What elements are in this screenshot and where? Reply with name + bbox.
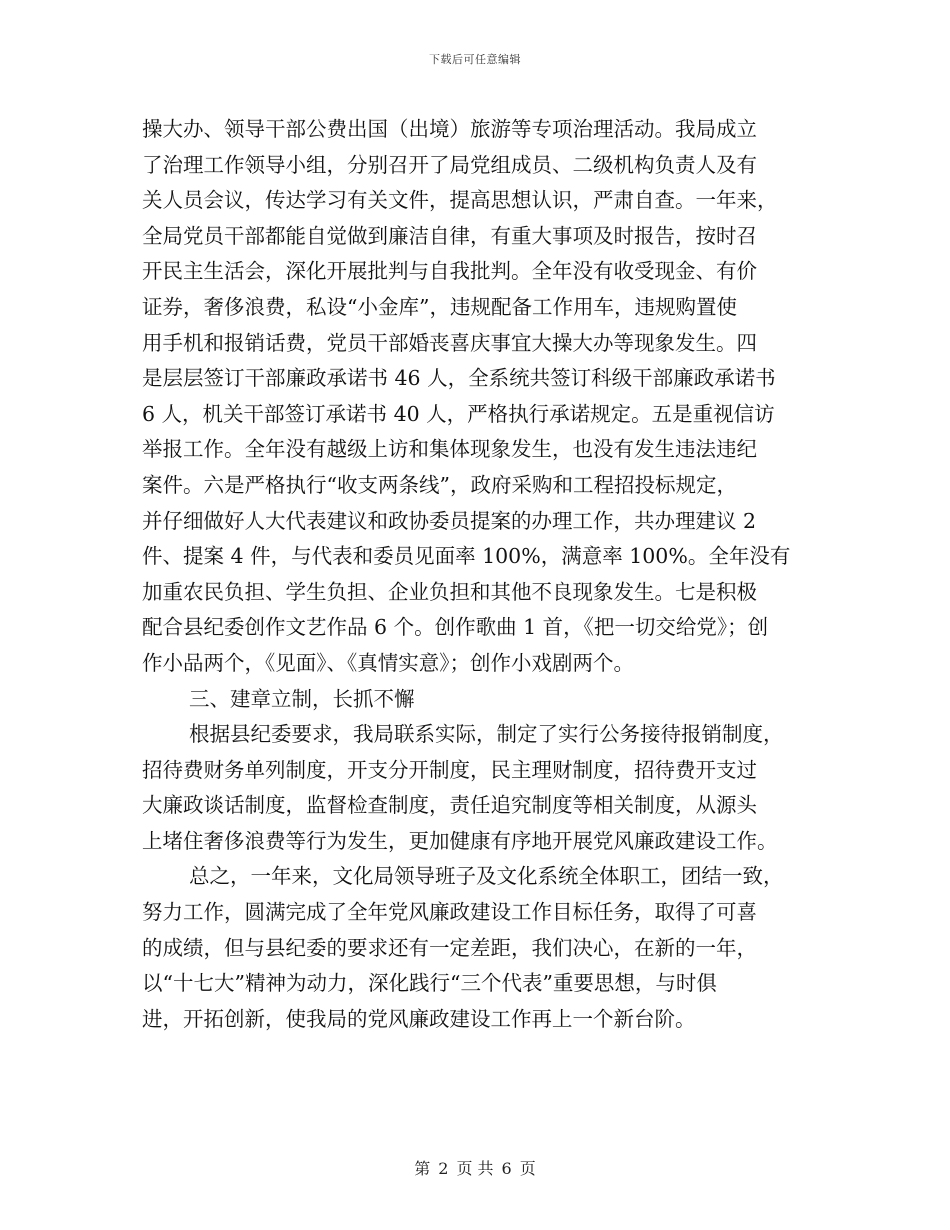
text-line: 上堵住奢侈浪费等行为发生，更加健康有序地开展党风廉政建设工作。 xyxy=(142,828,778,853)
footer-middle: 页 共 xyxy=(456,1159,494,1178)
text-line: 开民主生活会，深化开展批判与自我批判。全年没有收受现金、有价 xyxy=(142,259,757,284)
text-line: 加重农民负担、学生负担、企业负担和其他不良现象发生。七是积极 xyxy=(142,579,757,604)
text-line: 大廉政谈话制度，监督检查制度，责任追究制度等相关制度，从源头 xyxy=(142,793,757,818)
document-body xyxy=(142,112,814,1037)
text-line: 6 人，机关干部签订承诺书 40 人，严格执行承诺规定。五是重视信访 xyxy=(142,401,775,426)
text-line: 努力工作，圆满完成了全年党风廉政建设工作目标任务，取得了可喜 xyxy=(142,900,757,925)
text-line: 三、建章立制，长抓不懈 xyxy=(189,686,415,711)
text-line: 以“十七大”精神为动力，深化践行“三个代表”重要思想，与时俱 xyxy=(142,971,717,996)
text-line: 配合县纪委创作文艺作品 6 个。创作歌曲 1 首，《把一切交给党》；创 xyxy=(142,615,769,640)
text-line: 根据县纪委要求，我局联系实际，制定了实行公务接待报销制度， xyxy=(189,722,784,747)
text-line: 全局党员干部都能自觉做到廉洁自律，有重大事项及时报告，按时召 xyxy=(142,223,757,248)
footer-page-number: 2 xyxy=(438,1159,449,1178)
text-line: 是层层签订干部廉政承诺书 46 人，全系统共签订科级干部廉政承诺书 xyxy=(142,366,776,391)
text-line: 并仔细做好人大代表建议和政协委员提案的办理工作，共办理建议 2 xyxy=(142,508,757,533)
text-line: 关人员会议，传达学习有关文件，提高思想认识，严肃自查。一年来， xyxy=(142,188,778,213)
footer-prefix: 第 xyxy=(414,1159,431,1178)
text-line: 总之，一年来，文化局领导班子及文化系统全体职工，团结一致， xyxy=(189,864,784,889)
text-line: 件、提案 4 件，与代表和委员见面率 100%，满意率 100%。全年没有 xyxy=(142,544,791,569)
text-line: 进，开拓创新，使我局的党风廉政建设工作再上一个新台阶。 xyxy=(142,1006,696,1031)
text-line: 操大办、领导干部公费出国（出境）旅游等专项治理活动。我局成立 xyxy=(142,117,757,141)
text-line: 证券，奢侈浪费，私设“小金库”，违规配备工作用车，违规购置使 xyxy=(142,294,737,319)
text-line: 了治理工作领导小组，分别召开了局党组成员、二级机构负责人及有 xyxy=(142,152,757,177)
text-line: 用手机和报销话费，党员干部婚丧喜庆事宜大操大办等现象发生。四 xyxy=(142,330,757,355)
text-line: 招待费财务单列制度，开支分开制度，民主理财制度，招待费开支过 xyxy=(142,757,757,782)
text-line: 举报工作。全年没有越级上访和集体现象发生，也没有发生违法违纪 xyxy=(142,437,757,462)
text-line: 作小品两个，《见面》、《真情实意》；创作小戏剧两个。 xyxy=(142,650,634,675)
page-footer xyxy=(0,1156,950,1179)
text-line: 的成绩，但与县纪委的要求还有一定差距，我们决心，在新的一年， xyxy=(142,935,757,960)
page-header: 下载后可任意编辑 xyxy=(429,53,521,66)
text-line: 案件。六是严格执行“收支两条线”，政府采购和工程招投标规定， xyxy=(142,472,737,497)
footer-total-pages: 6 xyxy=(501,1159,512,1178)
footer-suffix: 页 xyxy=(519,1159,536,1178)
